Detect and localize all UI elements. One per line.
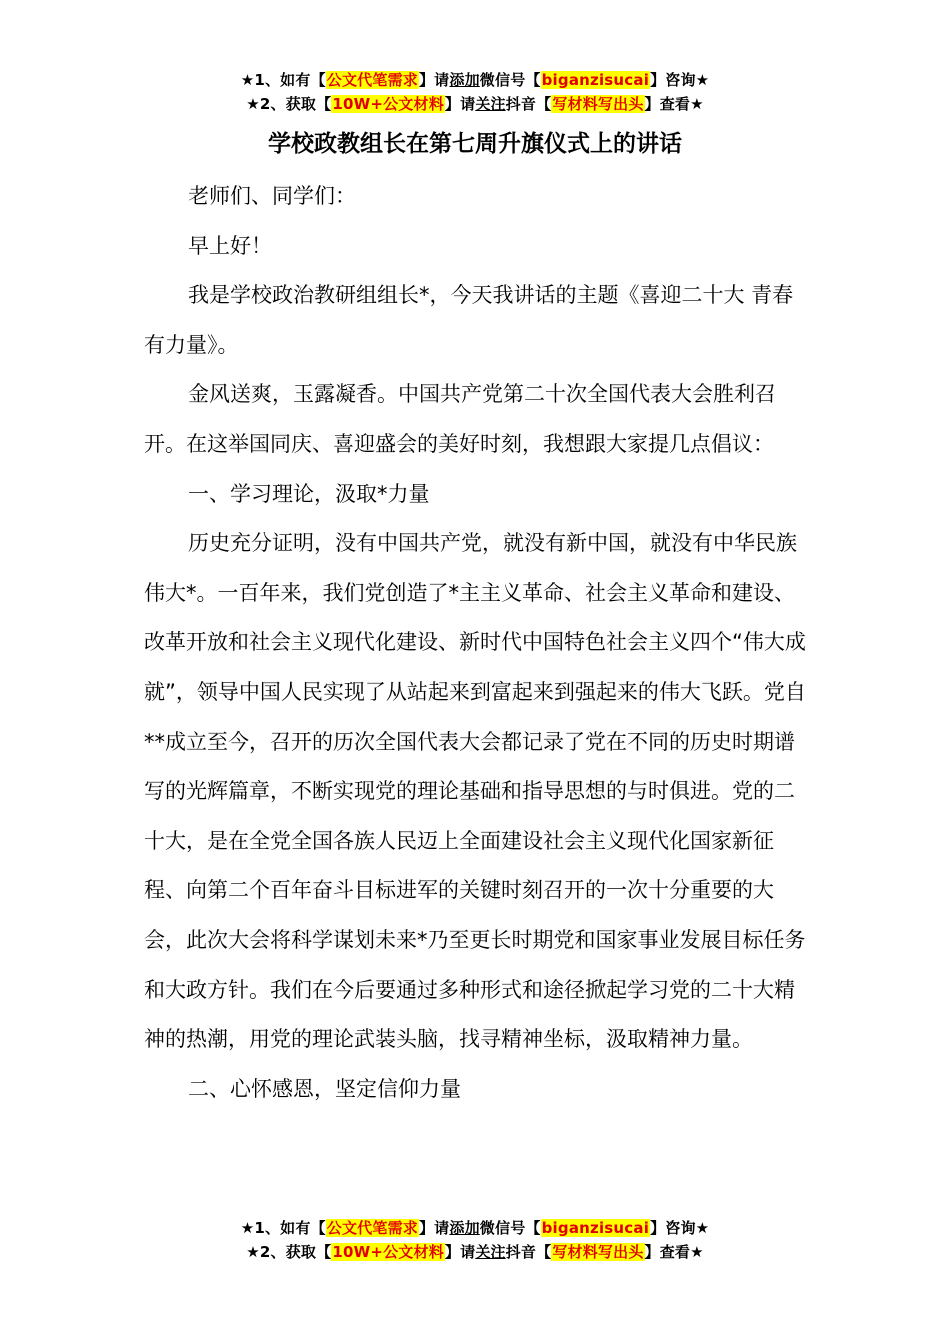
promo-text: 】查看★ xyxy=(644,95,704,113)
promo-text: 】请 xyxy=(444,95,476,113)
promo-text: ★1、如有【 xyxy=(240,71,326,89)
promo-underline: 关注 xyxy=(475,1243,506,1261)
paragraph: 我是学校政治教研组组长*，今天我讲话的主题《喜迎二十大 青春有力量》。 xyxy=(144,283,794,357)
promo-text: 抖音【 xyxy=(505,95,552,113)
promo-highlight: biganzisucai xyxy=(541,71,650,89)
promo-text: 】咨询★ xyxy=(650,1219,710,1237)
promo-highlight: 写材料写出头 xyxy=(552,95,644,113)
promo-text: 微信号【 xyxy=(479,71,541,89)
promo-text: 微信号【 xyxy=(479,1219,541,1237)
greeting: 早上好！ xyxy=(188,233,272,258)
salutation: 老师们、同学们： xyxy=(188,184,356,208)
promo-highlight: 10W+公文材料 xyxy=(332,95,444,113)
document-body xyxy=(144,172,808,1114)
paragraph: 金风送爽，玉露凝香。中国共产党第二十次全国代表大会胜利召开。在这举国同庆、喜迎盛会的美好时刻，我想跟大家提几点倡议： xyxy=(144,382,776,456)
section-heading: 二、心怀感恩，坚定信仰力量 xyxy=(188,1076,461,1101)
section-heading: 一、学习理论，汲取*力量 xyxy=(188,481,430,506)
promo-line-2 xyxy=(0,1240,950,1264)
promo-underline: 添加 xyxy=(449,1219,480,1237)
paragraph: 历史充分证明，没有中国共产党，就没有新中国，就没有中华民族伟大*。一百年来，我们党创造了*主主义革命、社会主义革命和建设、改革开放和社会主义现代化建设、新时代中国特色社会主义四个“伟大成就”，领导中国人民实现了从站起来到富起来到强起来的伟大飞跃。党自**成立至今，召开的历次全国代表大会都记录了党在不同的历史时期谱写的光辉篇章，不断实现党的理论基础和指导思想的与时俱进。党的二十大，是在全党全国各族人民迈上全面建设社会主义现代化国家新征程、向第二个百年奋斗目标进军的关键时刻召开的一次十分重要的大会，此次大会将科学谋划未来*乃至更长时期党和国家事业发展目标任务和大政方针。我们在今后要通过多种形式和途径掀起学习党的二十大精神的热潮，用党的理论武装头脑，找寻精神坐标，汲取精神力量。 xyxy=(144,531,806,1052)
promo-underline: 关注 xyxy=(475,95,506,113)
promo-line-1 xyxy=(0,68,950,92)
promo-text: 】请 xyxy=(444,1243,476,1261)
promo-underline: 添加 xyxy=(449,71,480,89)
promo-line-2 xyxy=(0,92,950,116)
promo-highlight: 10W+公文材料 xyxy=(332,1243,444,1261)
promo-highlight: 公文代笔需求 xyxy=(326,71,418,89)
promo-text: ★1、如有【 xyxy=(240,1219,326,1237)
promo-text: ★2、获取【 xyxy=(246,95,332,113)
promo-text: 】请 xyxy=(418,1219,450,1237)
promo-highlight: biganzisucai xyxy=(541,1219,650,1237)
promo-highlight: 写材料写出头 xyxy=(552,1243,644,1261)
promo-banner-bottom xyxy=(0,1216,950,1264)
promo-text: 】查看★ xyxy=(644,1243,704,1261)
promo-text: ★2、获取【 xyxy=(246,1243,332,1261)
promo-text: 】咨询★ xyxy=(650,71,710,89)
promo-text: 】请 xyxy=(418,71,450,89)
promo-banner-top xyxy=(0,68,950,116)
promo-text: 抖音【 xyxy=(505,1243,552,1261)
promo-line-1 xyxy=(0,1216,950,1240)
document-title: 学校政教组长在第七周升旗仪式上的讲话 xyxy=(268,131,682,157)
promo-highlight: 公文代笔需求 xyxy=(326,1219,418,1237)
